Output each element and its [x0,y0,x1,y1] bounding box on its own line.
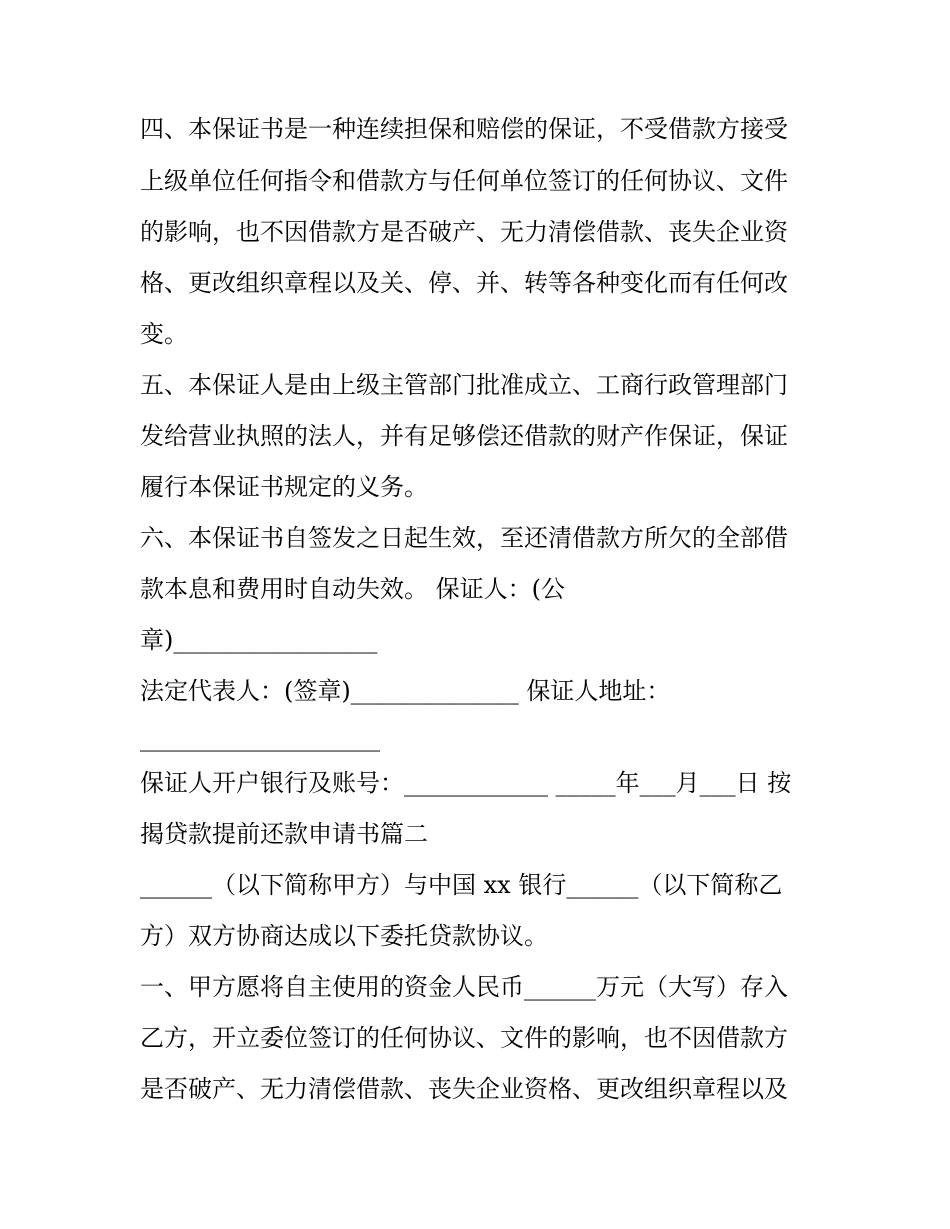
text-line: 章)_________________ [140,626,378,654]
text-line: ______（以下简称甲方）与中国 xx 银行______（以下简称乙 [140,871,783,899]
text-line: 保证人开户银行及账号：____________ _____年___月___日 按 [140,769,792,797]
text-line: 是否破产、无力清偿借款、丧失企业资格、更改组织章程以及 [140,1075,788,1103]
text-line: 发给营业执照的法人，并有足够偿还借款的财产作保证，保证 [140,422,788,450]
text-line: 六、本保证书自签发之日起生效，至还清借款方所欠的全部借 [140,524,788,552]
text-line: 履行本保证书规定的义务。 [140,473,428,501]
text-line: 方）双方协商达成以下委托贷款协议。 [140,922,548,950]
text-line: 法定代表人：(签章)______________ 保证人地址： [140,677,671,705]
text-line: 变。 [140,320,188,348]
text-line: 一、甲方愿将自主使用的资金人民币______万元（大写）存入 [140,973,788,1001]
text-line: 五、本保证人是由上级主管部门批准成立、工商行政管理部门 [140,371,788,399]
text-line: 款本息和费用时自动失效。 保证人：(公 [140,575,565,603]
text-line: 上级单位任何指令和借款方与任何单位签订的任何协议、文件 [140,167,788,195]
text-line: ____________________ [140,724,380,752]
text-line: 揭贷款提前还款申请书篇二 [140,820,428,848]
text-line: 的影响，也不因借款方是否破产、无力清偿借款、丧失企业资 [140,218,788,246]
text-line: 乙方，开立委位签订的任何协议、文件的影响，也不因借款方 [140,1024,788,1052]
text-line: 四、本保证书是一种连续担保和赔偿的保证，不受借款方接受 [140,115,788,143]
text-line: 格、更改组织章程以及关、停、并、转等各种变化而有任何改 [140,269,788,297]
